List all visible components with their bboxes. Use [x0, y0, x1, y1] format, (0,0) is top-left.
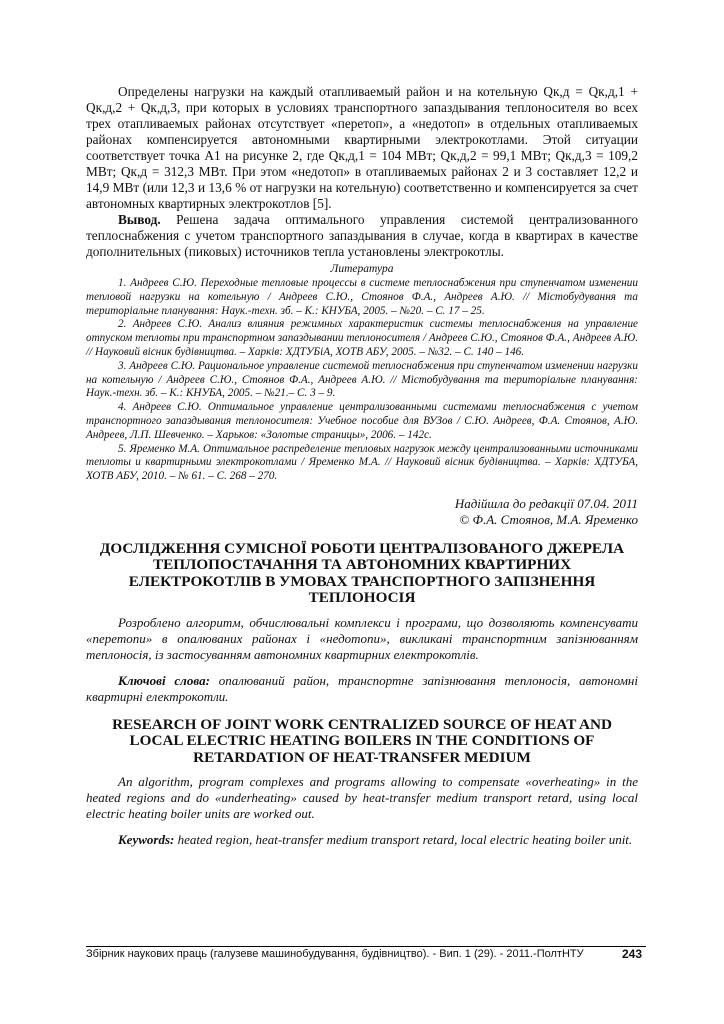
ukrainian-abstract: Розроблено алгоритм, обчислювальні комплекси і програми, що дозволяють компенсувати «перетопи» в опалюваних районах і «недотопи», викликані транспортним запізнюванням теплоносія, із застосуванням автономних квартирних електрокотлів. [86, 614, 638, 662]
english-keywords-label: Keywords: [118, 832, 175, 848]
received-date: Надійшла до редакції 07.04. 2011 [454, 495, 638, 511]
english-keywords-text: heated region, heat-transfer medium transport retard, local electric heating boiler unit. [174, 832, 633, 848]
ukrainian-keywords-label: Ключові слова: [118, 672, 210, 688]
english-abstract: An algorithm, program complexes and programs allowing to compensate «overheating» in the heated regions and do «underheating» caused by heat-transfer medium transport retard, using local electric heating boiler units are worked out. [86, 774, 638, 822]
reference-4: 4. Андреев С.Ю. Оптимальное управление централизованными системами теплоснабжения с учетом транспортного запаздывания теплоносителя: Учебное пособие для ВУЗов / С.Ю. Андреев, Ф.А. Стоянов, А.Ю. Андреев, Л.П. Шевченко. – Харьков: «Золотые страницы», 2006. – 142с. [86, 401, 638, 441]
ukrainian-keywords [86, 673, 638, 705]
copyright-authors: © Ф.А. Стоянов, М.А. Яременко [459, 512, 638, 528]
received-info [86, 496, 638, 529]
footer-divider [86, 946, 646, 947]
footer-journal-info: Збірник наукових праць (галузеве машинобудування, будівництво). - Вип. 1 (29). - 2011.-ПолтНТУ [86, 948, 584, 960]
conclusion-text: Решена задача оптимального управления системой централизованного теплоснабжения с учетом транспортного запаздывания в случае, когда в квартирах в качестве дополнительных (пиковых) источников тепла установлены электрокотлы. [86, 212, 638, 259]
english-title: RESEARCH OF JOINT WORK CENTRALIZED SOURCE OF HEAT AND LOCAL ELECTRIC HEATING BOILERS IN THE CONDITIONS OF RETARDATION OF HEAT-TRANSFER MEDIUM [112, 715, 612, 766]
ukrainian-title: ДОСЛІДЖЕННЯ СУМІСНОЇ РОБОТИ ЦЕНТРАЛІЗОВАНОГО ДЖЕРЕЛА ТЕПЛОПОСТАЧАННЯ ТА АВТОНОМНИХ КВАРТИРНИХ ЕЛЕКТРОКОТЛІВ В УМОВАХ ТРАНСПОРТНОГО ЗАПІЗНЕННЯ ТЕПЛОНОСІЯ [99, 539, 625, 607]
reference-5: 5. Яременко М.А. Оптимальное распределение тепловых нагрузок между централизованными источниками теплоты и квартирными электрокотлами / Яременко М.А. // Науковий вісник будівництва. – Харків: ХДТУБА, ХОТВ АБУ, 2010. – № 61. – С. 268 – 270. [86, 442, 638, 483]
page-body [86, 84, 638, 848]
english-keywords [86, 832, 638, 848]
page-number: 243 [621, 947, 642, 961]
conclusion-paragraph [86, 212, 638, 260]
reference-2: 2. Андреев С.Ю. Анализ влияния режимных характеристик системы теплоснабжения на управление отпуском теплоты при транспортном запаздывании теплоносителя / Андреев С.Ю., Стоянов Ф.А., Андреев А.Ю. // Науковий вісник будівництва. – Харків: ХДТУБіА, ХОТВ АБУ, 2005. – №32. – С. 140 – 146. [86, 318, 638, 358]
ukrainian-keywords-text: опалюваний район, транспортне запізнювання теплоносія, автономні квартирні електрокотли. [86, 672, 638, 704]
reference-1: 1. Андреев С.Ю. Переходные тепловые процессы в системе теплоснабжения при ступенчатом изменении тепловой нагрузки на котельную / Андреев С.Ю., Стоянов Ф.А., Андреев А.Ю. // Містобудування та територіальне планування: Наук.-техн. зб. – К.: КНУБА, 2005. – №20. – С. 17 – 25. [86, 277, 638, 317]
intro-paragraph: Определены нагрузки на каждый отапливаемый район и на котельную Qк,д = Qк,д,1 + Qк,д,2 + Qк,д,3, при которых в условиях транспортного запаздывания теплоносителя во всех трех отапливаемых районах отсутствует «перетоп», а «недотоп» в отдельных отапливаемых районах компенсируется автономными квартирными электрокотлами. Этой ситуации соответствует точка А1 на рисунке 2, где Qк,д,1 = 104 МВт; Qк,д,2 = 99,1 МВт; Qк,д,3 = 109,2 МВт; Qк,д = 312,3 МВт. При этом «недотоп» в отапливаемых районах 2 и 3 составляет 12,2 и 14,9 МВт (или 12,3 и 13,6 % от нагрузки на котельную) соответственно и компенсируется за счет автономных квартирных электрокотлов [5]. [86, 84, 638, 211]
literature-title: Литература [330, 263, 394, 275]
reference-3: 3. Андреев С.Ю. Рациональное управление системой теплоснабжения при ступенчатом изменении нагрузки на котельную / Андреев С.Ю., Стоянов Ф.А., Андреев А.Ю. // Містобудування та територіальне планування: Наук.-техн. зб. – К.: КНУБА, 2005. – №21.– С. 3 – 9. [86, 359, 638, 400]
conclusion-label: Вывод. [118, 212, 161, 227]
